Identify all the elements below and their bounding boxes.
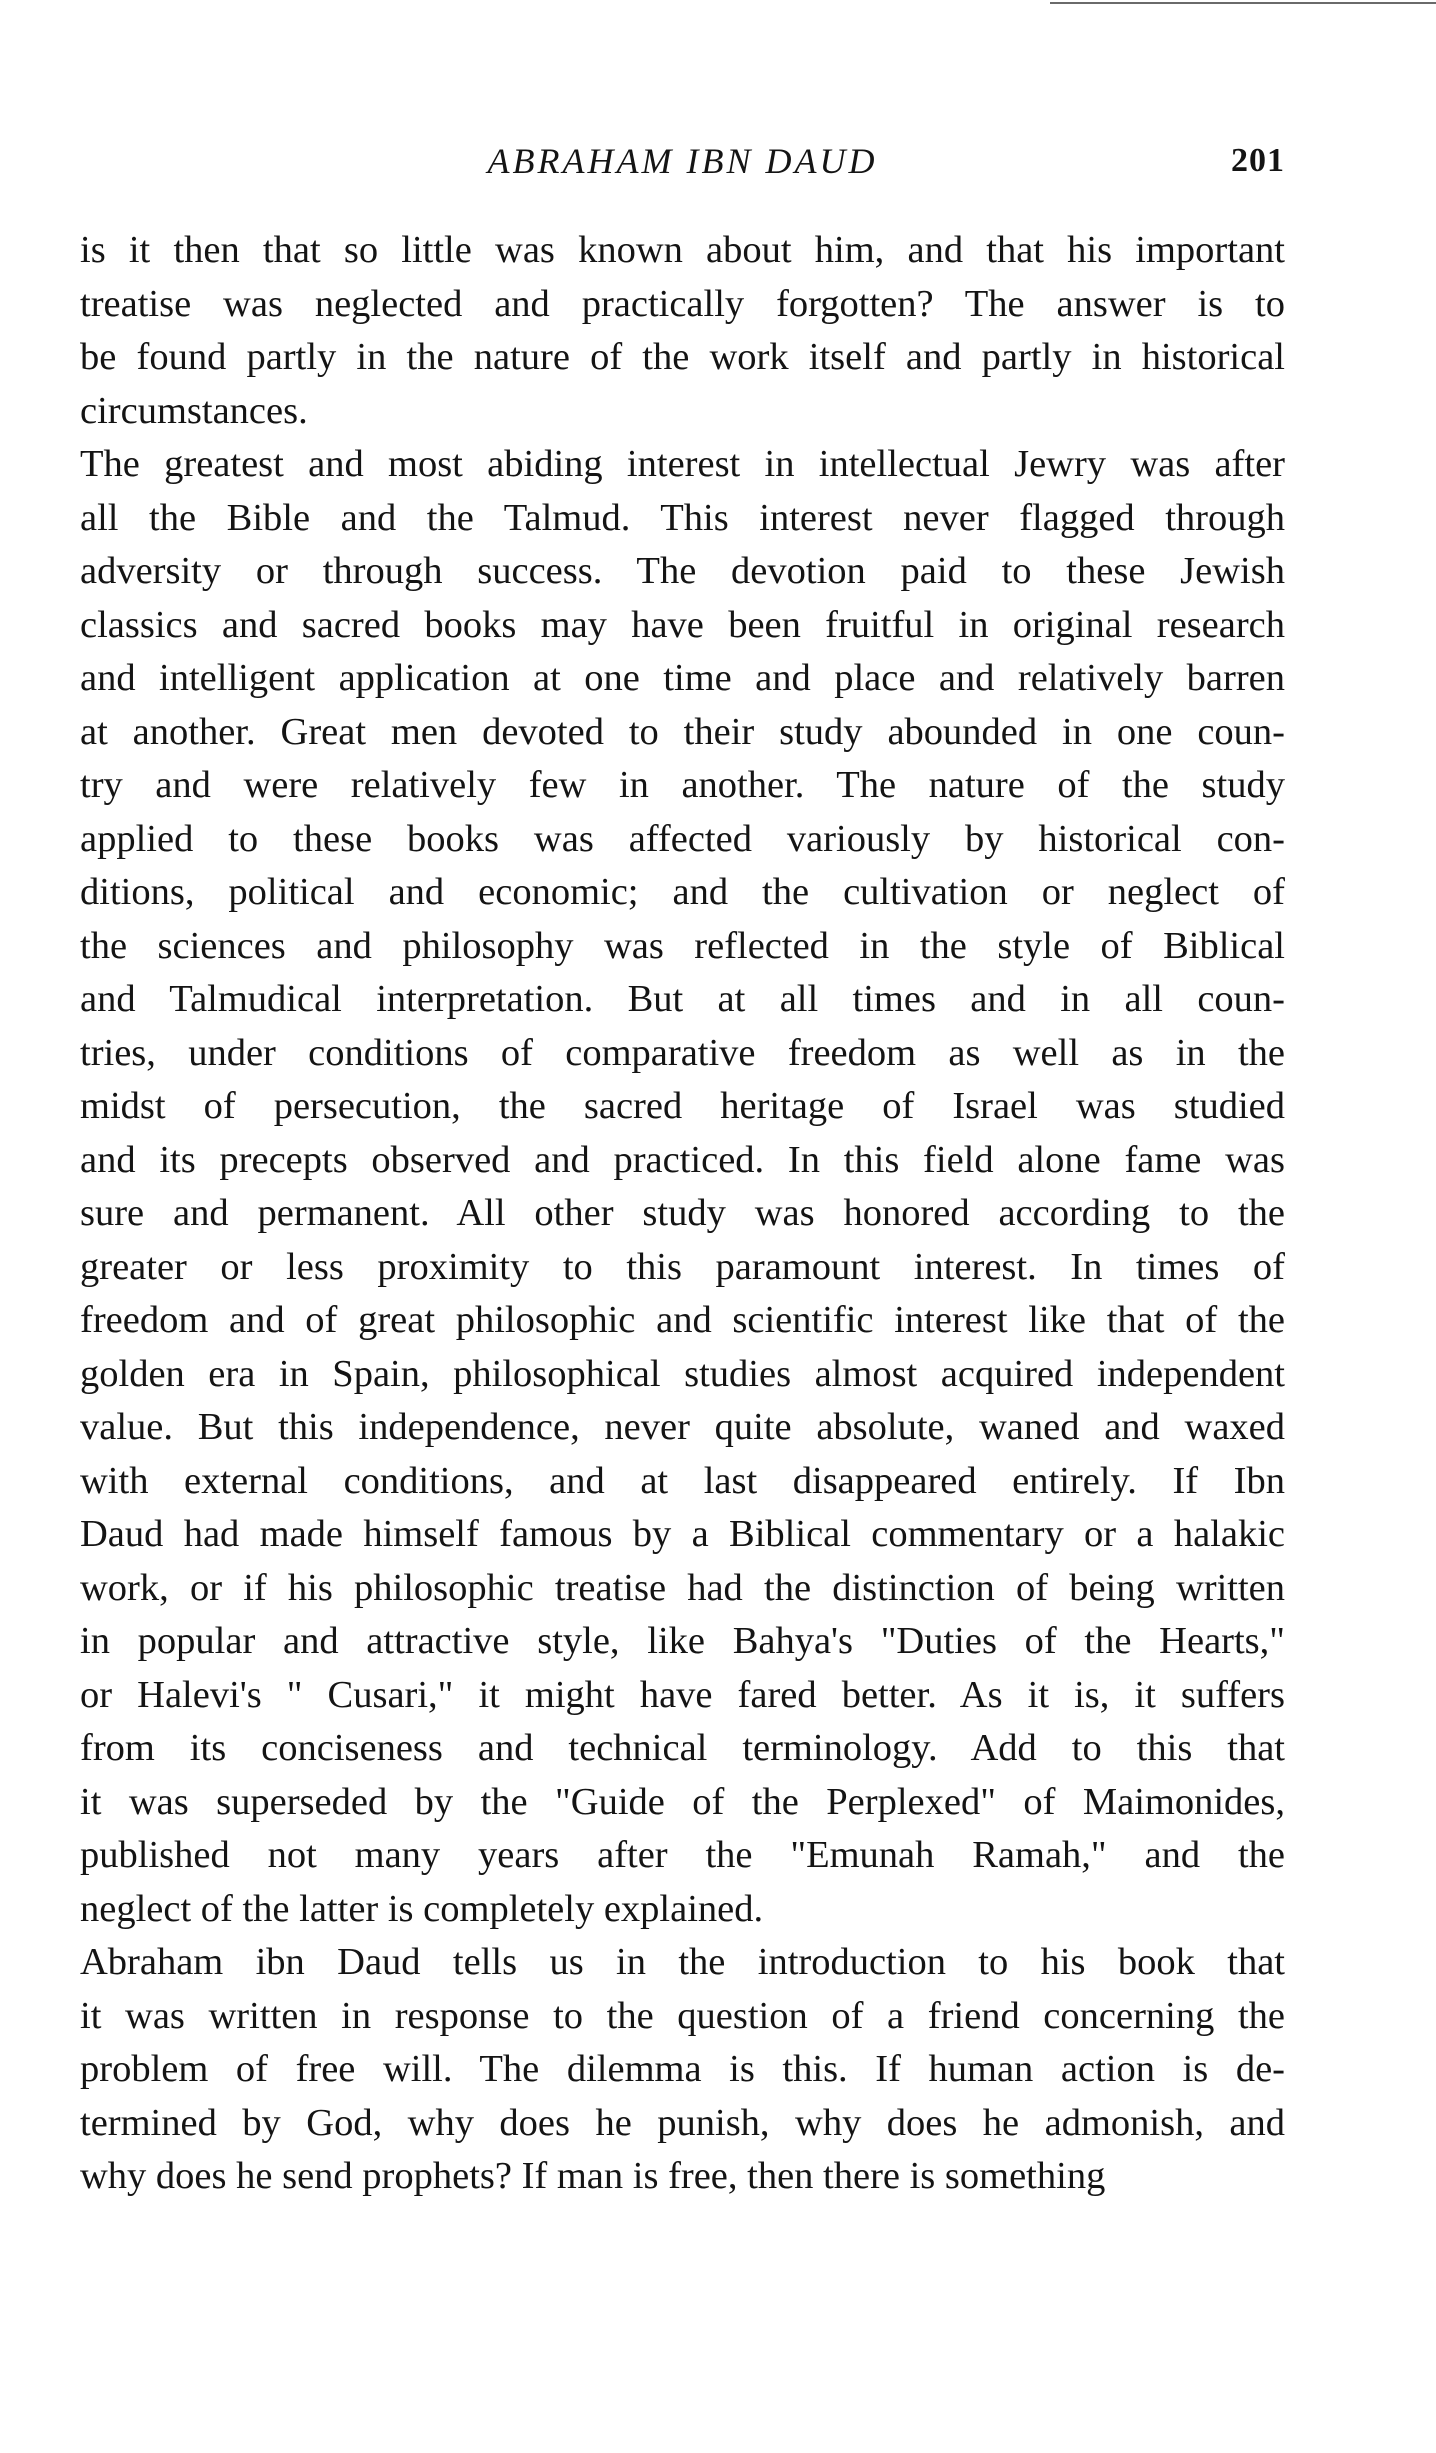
text-line: freedom and of great philosophic and scientific interest like that of the [80, 1299, 1285, 1341]
text-line: Abraham ibn Daud tells us in the introduction to his book that [80, 1941, 1285, 1983]
paragraph-3 [80, 1936, 1285, 2204]
text-line: it was written in response to the question of a friend concerning the [80, 1994, 1285, 2037]
book-page [80, 140, 1285, 2204]
text-line: and intelligent application at one time and place and relatively barren [80, 657, 1285, 699]
text-line: and its precepts observed and practiced. In this field alone fame was [80, 1138, 1285, 1181]
running-head [80, 140, 1285, 188]
text-line: all the Bible and the Talmud. This interest never flagged through [80, 496, 1285, 539]
body-text [80, 224, 1285, 2204]
text-line: value. But this independence, never quite absolute, waned and waxed [80, 1406, 1285, 1448]
text-line: work, or if his philosophic treatise had the distinction of being written [80, 1566, 1285, 1609]
paragraph-1 [80, 224, 1285, 438]
text-line: termined by God, why does he punish, why does he admonish, and [80, 2101, 1285, 2144]
text-line: adversity or through success. The devotion paid to these Jewish [80, 550, 1285, 592]
text-line: midst of persecution, the sacred heritage of Israel was studied [80, 1085, 1285, 1127]
text-line: golden era in Spain, philosophical studies almost acquired independent [80, 1352, 1285, 1395]
text-line: sure and permanent. All other study was honored according to the [80, 1192, 1285, 1234]
text-line: The greatest and most abiding interest in intellectual Jewry was after [80, 443, 1285, 485]
text-line: circumstances. [80, 389, 308, 432]
text-line: in popular and attractive style, like Bahya's "Duties of the Hearts," [80, 1620, 1285, 1662]
text-line: it was superseded by the "Guide of the Perplexed" of Maimonides, [80, 1780, 1285, 1823]
text-line: ditions, political and economic; and the cultivation or neglect of [80, 871, 1285, 913]
text-line: Daud had made himself famous by a Biblical commentary or a halakic [80, 1513, 1285, 1555]
paragraph-2 [80, 438, 1285, 1936]
text-line: published not many years after the "Emunah Ramah," and the [80, 1834, 1285, 1876]
text-line: or Halevi's " Cusari," it might have fared better. As it is, it suffers [80, 1673, 1285, 1716]
text-line: applied to these books was affected variously by historical con- [80, 817, 1285, 860]
text-line: from its conciseness and technical terminology. Add to this that [80, 1727, 1285, 1769]
text-line: with external conditions, and at last disappeared entirely. If Ibn [80, 1459, 1285, 1502]
text-line: be found partly in the nature of the work itself and partly in historical [80, 336, 1285, 378]
text-line: at another. Great men devoted to their study abounded in one coun- [80, 710, 1285, 753]
text-line: why does he send prophets? If man is free, then there is something [80, 2155, 1106, 2197]
text-line: problem of free will. The dilemma is this. If human action is de- [80, 2048, 1285, 2090]
text-line: treatise was neglected and practically forgotten? The answer is to [80, 282, 1285, 325]
text-line: and Talmudical interpretation. But at all times and in all coun- [80, 978, 1285, 1020]
running-head-title: ABRAHAM IBN DAUD [487, 141, 878, 181]
text-line: greater or less proximity to this paramount interest. In times of [80, 1245, 1285, 1288]
text-line: tries, under conditions of comparative freedom as well as in the [80, 1031, 1285, 1074]
top-edge-rule [1050, 2, 1436, 4]
text-line: is it then that so little was known about him, and that his important [80, 229, 1285, 271]
text-line: the sciences and philosophy was reflected in the style of Biblical [80, 924, 1285, 967]
text-line: try and were relatively few in another. The nature of the study [80, 764, 1285, 806]
page-number: 201 [1231, 142, 1285, 179]
text-line: classics and sacred books may have been fruitful in original research [80, 603, 1285, 646]
text-line: neglect of the latter is completely explained. [80, 1887, 764, 1930]
